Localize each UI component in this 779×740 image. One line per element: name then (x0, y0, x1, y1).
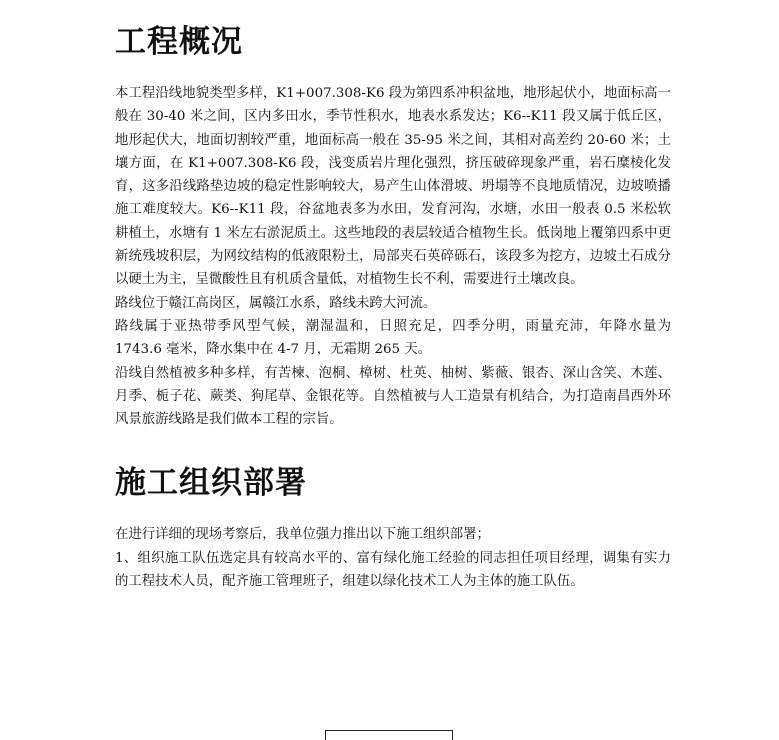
footer-box (325, 730, 453, 740)
section-body-construction-organization (115, 523, 671, 593)
paragraph-intro: 在进行详细的现场考察后，我单位强力推出以下施工组织部署； (115, 527, 490, 543)
section-heading-construction-organization: 施工组织部署 (115, 465, 307, 502)
paragraph-item-1: 1、组织施工队伍选定具有较高水平的、富有绿化施工经验的同志担任项目经理，调集有实力的工程技术人员，配齐施工管理班子，组建以绿化技术工人为主体的施工队伍。 (115, 550, 671, 590)
section-body-project-overview (115, 82, 671, 431)
section-heading-project-overview: 工程概况 (115, 24, 243, 60)
paragraph-climate: 路线属于亚热带季风型气候，潮湿温和，日照充足，四季分明，雨量充沛，年降水量为 1743.6 毫米，降水集中在 4-7 月，无霜期 265 天。 (115, 318, 671, 358)
paragraph-water-system: 路线位于赣江高岗区，属赣江水系，路线未跨大河流。 (115, 295, 437, 311)
document-page (115, 0, 671, 593)
paragraph-terrain: 本工程沿线地貌类型多样，K1+007.308-K6 段为第四系冲积盆地，地形起伏小，地面标高一般在 30-40 米之间，区内多田水，季节性积水，地表水系发达；K6--K11 段又属于低丘区，地形起伏大，地面切割较严重，地面标高一般在 35-95 米之间，其相对高差约 20-60 米；土壤方面，在 K1+007.308-K6 段，浅变质岩片理化强烈，挤压破碎现象严重，岩石糜棱化发育，这多沿线路垫边坡的稳定性影响较大，易产生山体滑坡、坍塌等不良地质情况，边坡喷播施工难度较大。K6--K11 段，谷盆地表多为水田，发育河沟，水塘，水田一般表 0.5 米松软耕植土，水塘有 1 米左右淤泥质土。这些地段的表层较适合植物生长。低岗地上覆第四系中更新统残坡积层，为网纹结构的低液限粉土，局部夹石英碎砾石，该段多为挖方，边坡土石成分以硬土为主，呈微酸性且有机质含量低，对植物生长不利，需要进行土壤改良。 (115, 86, 671, 288)
paragraph-vegetation: 沿线自然植被多种多样，有苦楝、泡桐、樟树、杜英、柚树、紫薇、银杏、深山含笑、木莲、月季、栀子花、蕨类、狗尾草、金银花等。自然植被与人工造景有机结合，为打造南昌西外环风景旅游线路是我们做本工程的宗旨。 (115, 365, 671, 428)
